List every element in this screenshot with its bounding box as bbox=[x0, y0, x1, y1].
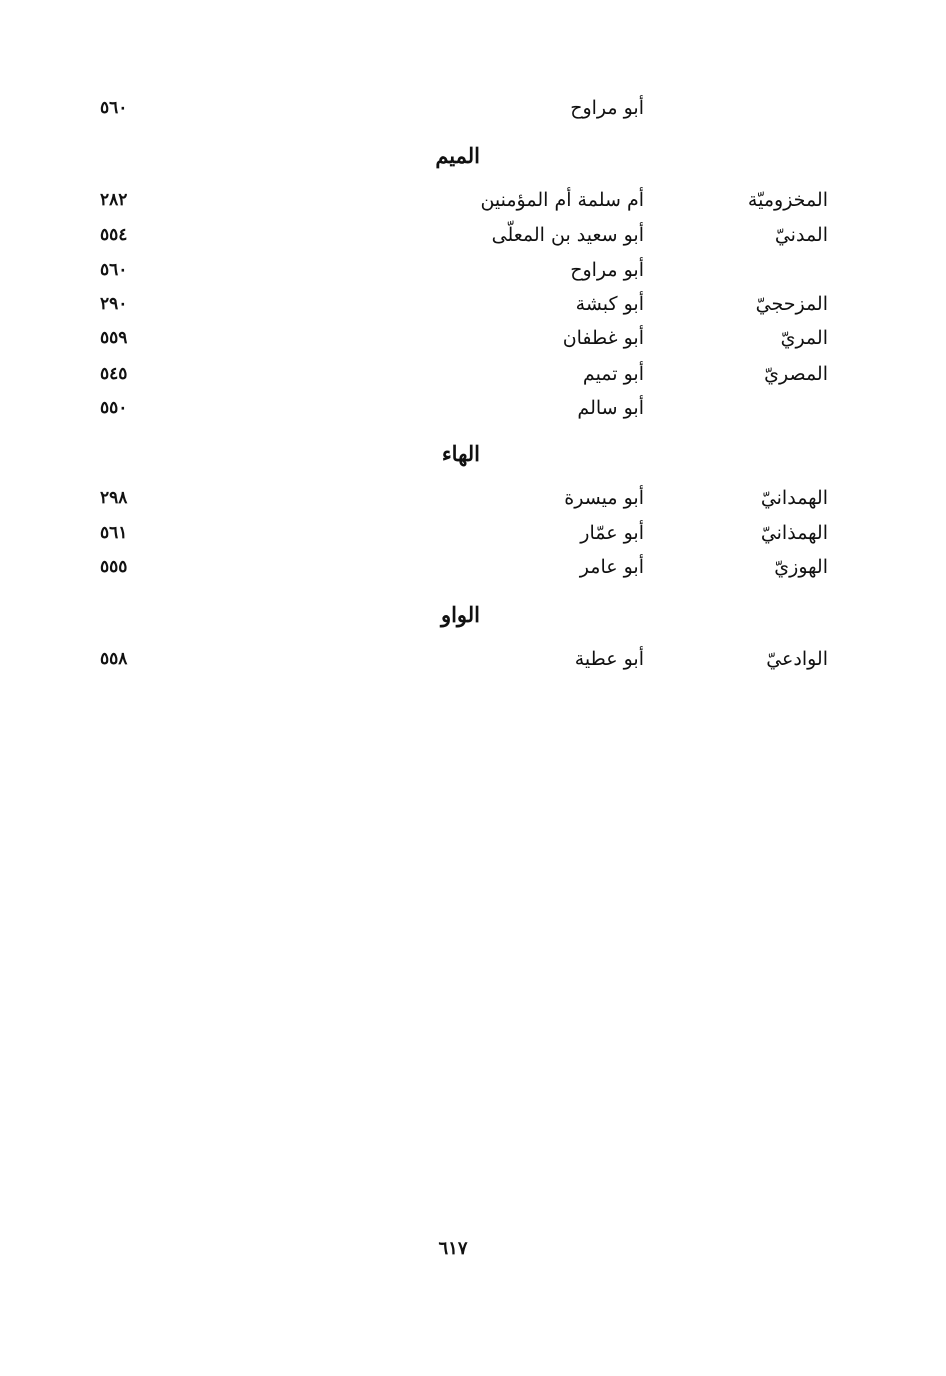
index-entry bbox=[0, 552, 946, 582]
index-entry bbox=[0, 393, 946, 423]
entry-nisba: الهمدانيّ bbox=[760, 487, 828, 509]
entry-page-ref: ٥٥٩ bbox=[100, 328, 128, 348]
entry-kunya: أبو مراوح bbox=[570, 259, 644, 281]
entry-nisba: المدنيّ bbox=[774, 224, 828, 246]
entry-nisba: المخزوميّة bbox=[747, 189, 828, 211]
index-entry bbox=[0, 185, 946, 215]
entry-page-ref: ٥٦٠ bbox=[100, 98, 128, 118]
page-number: ٦١٧ bbox=[438, 1238, 468, 1259]
entry-kunya: أبو غطفان bbox=[562, 327, 644, 349]
index-entry bbox=[0, 323, 946, 353]
entry-nisba: المصريّ bbox=[764, 363, 828, 385]
entry-kunya: أبو سعيد بن المعلّى bbox=[491, 224, 644, 246]
entry-kunya: أبو ميسرة bbox=[564, 487, 644, 509]
entry-page-ref: ٥٥٠ bbox=[100, 398, 128, 418]
index-entry bbox=[0, 255, 946, 285]
entry-nisba: الهمذانيّ bbox=[760, 522, 828, 544]
index-entry bbox=[0, 93, 946, 123]
index-entry bbox=[0, 518, 946, 548]
entry-kunya: أبو سالم bbox=[577, 397, 644, 419]
section-heading-waw: الواو bbox=[440, 602, 480, 627]
entry-page-ref: ٥٥٥ bbox=[100, 557, 128, 577]
index-entry bbox=[0, 359, 946, 389]
section-heading-haa: الهاء bbox=[441, 441, 480, 466]
entry-nisba: المزحجيّ bbox=[755, 293, 828, 315]
entry-page-ref: ٢٩٠ bbox=[100, 294, 128, 314]
entry-nisba: الوادعيّ bbox=[766, 648, 828, 670]
entry-kunya: أبو عطية bbox=[574, 648, 644, 670]
entry-nisba: المريّ bbox=[780, 327, 828, 349]
entry-kunya: أم سلمة أم المؤمنين bbox=[480, 189, 644, 211]
entry-kunya: أبو عمّار bbox=[580, 522, 644, 544]
index-entry bbox=[0, 644, 946, 674]
entry-page-ref: ٢٩٨ bbox=[100, 488, 128, 508]
entry-kunya: أبو تميم bbox=[582, 363, 644, 385]
section-heading-meem: الميم bbox=[435, 143, 480, 168]
index-entry bbox=[0, 483, 946, 513]
entry-nisba: الهوزيّ bbox=[774, 556, 828, 578]
entry-page-ref: ٥٥٤ bbox=[100, 225, 128, 245]
entry-kunya: أبو كبشة bbox=[575, 293, 644, 315]
entry-page-ref: ٥٥٨ bbox=[100, 649, 128, 669]
entry-page-ref: ٢٨٢ bbox=[100, 190, 128, 210]
entry-kunya: أبو عامر bbox=[579, 556, 644, 578]
entry-page-ref: ٥٦٠ bbox=[100, 260, 128, 280]
entry-kunya: أبو مراوح bbox=[570, 97, 644, 119]
index-entry bbox=[0, 220, 946, 250]
entry-page-ref: ٥٤٥ bbox=[100, 364, 128, 384]
entry-page-ref: ٥٦١ bbox=[100, 523, 128, 543]
index-entry bbox=[0, 289, 946, 319]
